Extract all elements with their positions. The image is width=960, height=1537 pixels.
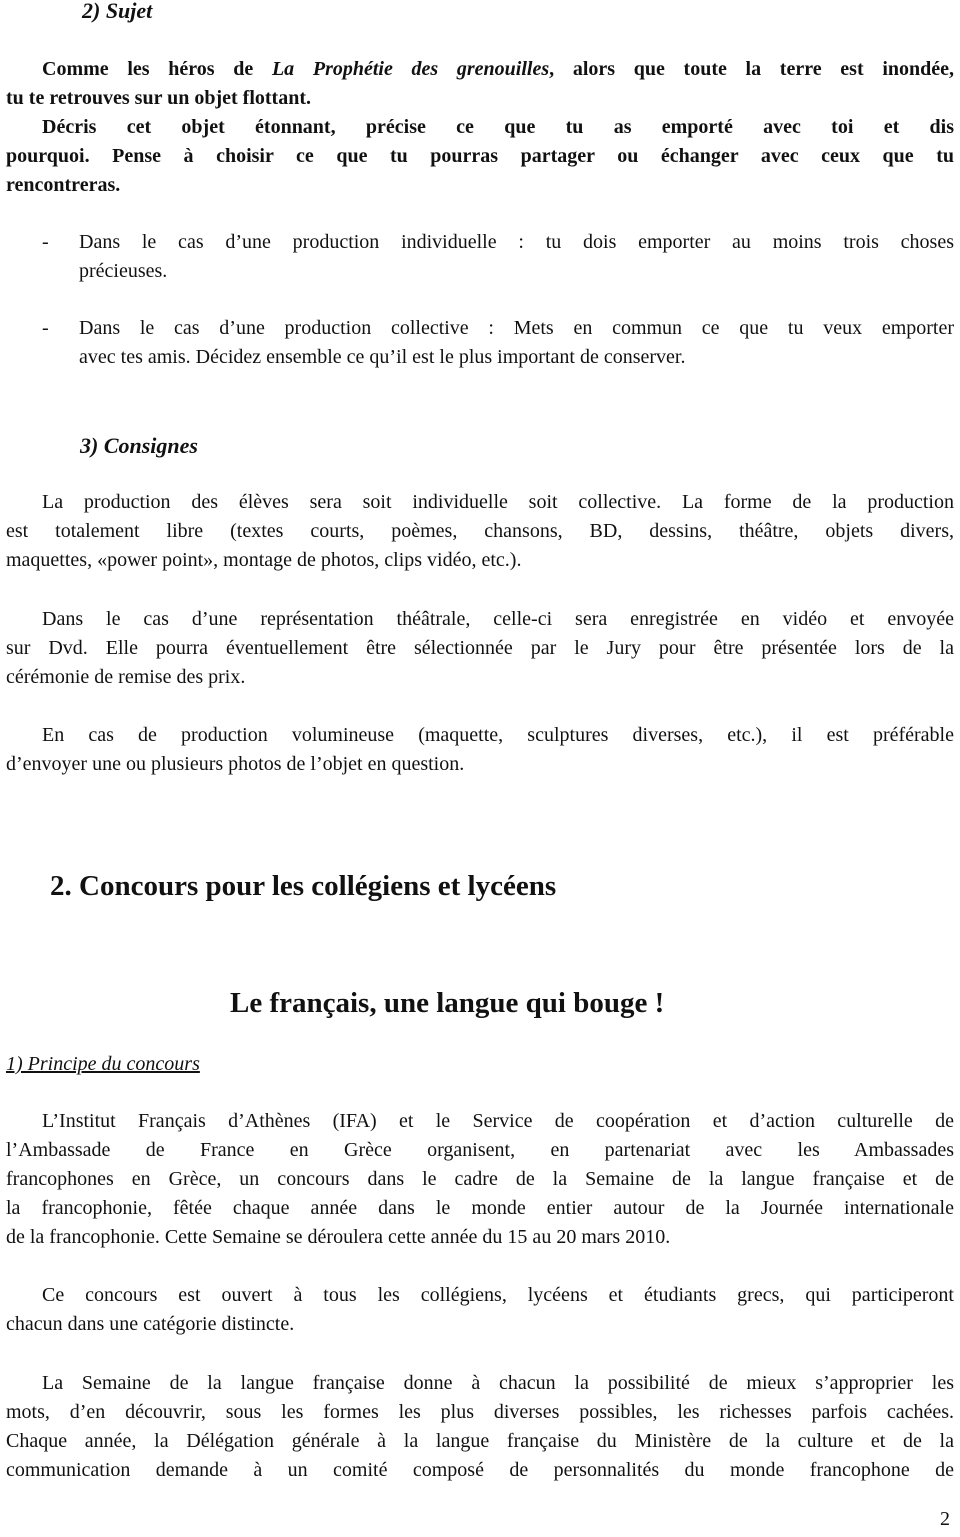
paragraph-line: Chaque année, la Délégation générale à la langue française du Ministère de la culture et de la [6, 1430, 954, 1452]
paragraph-line: est totalement libre (textes courts, poèmes, chansons, BD, dessins, théâtre, objets divers, [6, 520, 954, 542]
bullet-item-individuelle [79, 228, 954, 286]
paragraph-line: maquettes, «power point», montage de photos, clips vidéo, etc.). [6, 549, 522, 571]
paragraph-line: En cas de production volumineuse (maquette, sculptures diverses, etc.), il est préférable [42, 724, 954, 746]
section-heading-sujet: 2) Sujet [82, 0, 153, 23]
sujet-intro-line: Comme les héros de La Prophétie des grenouilles, alors que toute la terre est inondée, [42, 58, 955, 80]
principe-paragraph-3 [6, 1369, 954, 1485]
paragraph-line: La production des élèves sera soit individuelle soit collective. La forme de la production [42, 491, 954, 513]
consignes-paragraph-1 [6, 488, 954, 575]
bullet-dash: - [42, 317, 49, 339]
paragraph-line: sur Dvd. Elle pourra éventuellement être sélectionnée par le Jury pour être présentée lors de la [6, 637, 954, 659]
bullet-line: Dans le cas d’une production collective : Mets en commun ce que tu veux emporter [79, 317, 954, 339]
paragraph-line: Ce concours est ouvert à tous les collégiens, lycéens et étudiants grecs, qui participeront [42, 1284, 954, 1306]
paragraph-line: la francophonie, fêtée chaque année dans le monde entier autour de la Journée internationale [6, 1197, 954, 1219]
sujet-intro-line: tu te retrouves sur un objet flottant. [6, 87, 311, 109]
paragraph-line: La Semaine de la langue française donne à chacun la possibilité de mieux s’approprier les [42, 1372, 954, 1394]
consignes-paragraph-3 [6, 721, 954, 779]
paragraph-line: L’Institut Français d’Athènes (IFA) et le Service de coopération et d’action culturelle de [42, 1110, 954, 1132]
sujet-intro-line: rencontreras. [6, 174, 121, 196]
bullet-item-collective [79, 314, 954, 372]
paragraph-line: l’Ambassade de France en Grèce organisent, en partenariat avec les Ambassades [6, 1139, 954, 1161]
principe-heading: 1) Principe du concours [6, 1053, 200, 1075]
principe-paragraph-1 [6, 1107, 954, 1252]
section-heading-consignes: 3) Consignes [80, 433, 198, 458]
paragraph-line: communication demande à un comité composé de personnalités du monde francophone de [6, 1459, 954, 1481]
bullet-line: précieuses. [79, 260, 168, 282]
bullet-line: Dans le cas d’une production individuelle : tu dois emporter au moins trois choses [79, 231, 954, 253]
sujet-intro [6, 55, 954, 200]
contest-subtitle: Le français, une langue qui bouge ! [230, 987, 665, 1019]
consignes-paragraph-2 [6, 605, 954, 692]
paragraph-line: cérémonie de remise des prix. [6, 666, 246, 688]
paragraph-line: francophones en Grèce, un concours dans le cadre de la Semaine de la langue française et de [6, 1168, 954, 1190]
paragraph-line: chacun dans une catégorie distincte. [6, 1313, 295, 1335]
bullet-dash: - [42, 231, 49, 253]
paragraph-line: de la francophonie. Cette Semaine se déroulera cette année du 15 au 20 mars 2010. [6, 1226, 671, 1248]
paragraph-line: d’envoyer une ou plusieurs photos de l’objet en question. [6, 753, 465, 775]
page-number: 2 [940, 1508, 950, 1530]
sujet-intro-line: Décris cet objet étonnant, précise ce que tu as emporté avec toi et dis [42, 116, 954, 138]
bullet-line: avec tes amis. Décidez ensemble ce qu’il est le plus important de conserver. [79, 346, 686, 368]
paragraph-line: Dans le cas d’une représentation théâtrale, celle-ci sera enregistrée en vidéo et envoyée [42, 608, 954, 630]
principe-paragraph-2 [6, 1281, 954, 1339]
sujet-intro-line: pourquoi. Pense à choisir ce que tu pourras partager ou échanger avec ceux que tu [6, 145, 954, 167]
paragraph-line: mots, d’en découvrir, sous les formes les plus diverses possibles, les richesses parfois cachées. [6, 1401, 954, 1423]
contest-title: 2. Concours pour les collégiens et lycéens [50, 870, 557, 902]
